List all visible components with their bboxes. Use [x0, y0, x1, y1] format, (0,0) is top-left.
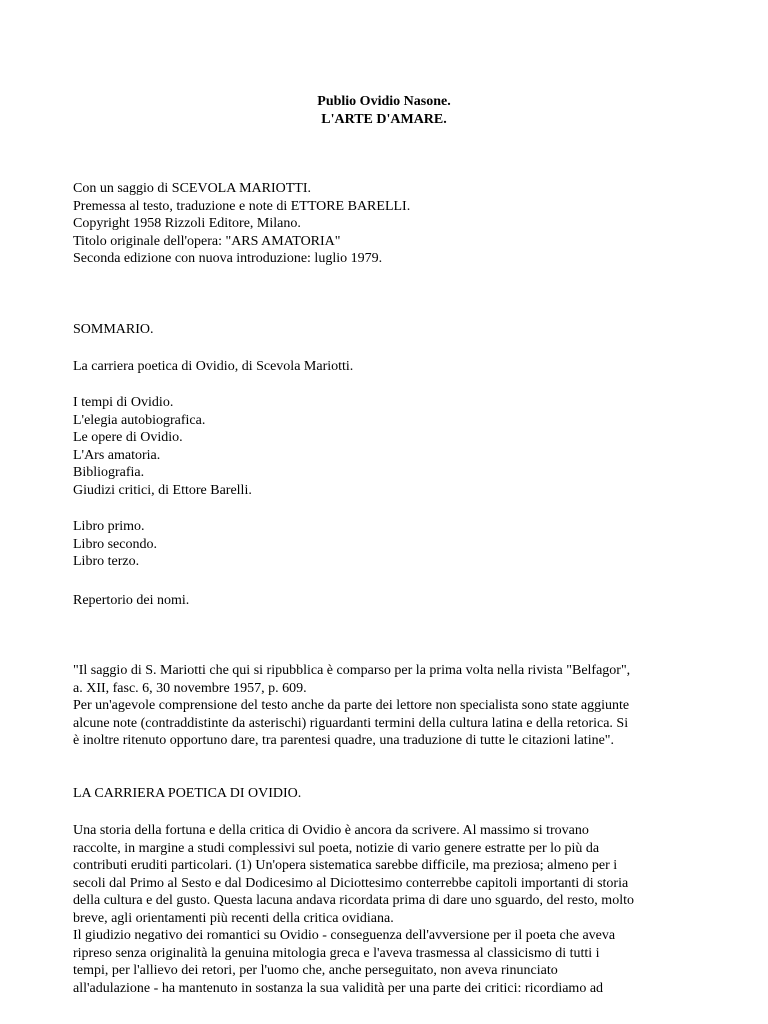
text-line: Per un'agevole comprensione del testo anche da parte dei lettore non specialista sono state aggiunte	[73, 698, 630, 713]
list-item: Libro primo.	[73, 519, 145, 534]
text-line: contributi eruditi particolari. (1) Un'opera sistematica sarebbe difficile, ma preziosa; almeno per i	[73, 858, 618, 873]
editorial-note	[73, 662, 703, 750]
names-index: Repertorio dei nomi.	[73, 593, 190, 608]
text-line: Il giudizio negativo dei romantici su Ovidio - conseguenza dell'avversione per il poeta che aveva	[73, 928, 616, 943]
list-item: Libro secondo.	[73, 536, 157, 552]
essay-sections-list	[73, 394, 703, 499]
list-item: Libro terzo.	[73, 554, 140, 569]
text-line: raccolte, in margine a studi complessivi sul poeta, notizie di vario genere estratte per lo più da	[73, 840, 600, 856]
text-line: della cultura e del gusto. Questa lacuna andava ricordata prima di dare uno sguardo, del resto, molto	[73, 893, 634, 908]
text-line: alcune note (contraddistinte da asterischi) riguardanti termini della cultura latina e della retorica. Si	[73, 715, 629, 731]
chapter-heading: LA CARRIERA POETICA DI OVIDIO.	[73, 786, 302, 801]
credits-block	[73, 180, 703, 268]
credit-line: Seconda edizione con nuova introduzione: luglio 1979.	[73, 251, 383, 266]
text-line: all'adulazione - ha mantenuto in sostanza la sua validità per una parte dei critici: ricordiamo ad	[73, 980, 604, 996]
text-line: secoli dal Primo al Sesto e dal Dodicesimo al Diciottesimo conterrebbe capitoli importanti di storia	[73, 875, 629, 891]
summary-essay: La carriera poetica di Ovidio, di Scevola Mariotti.	[73, 359, 354, 374]
document-title-block	[0, 93, 768, 129]
list-item: L'Ars amatoria.	[73, 447, 161, 463]
text-line: breve, agli orientamenti più recenti della critica ovidiana.	[73, 910, 394, 926]
list-item: I tempi di Ovidio.	[73, 395, 174, 410]
credit-line: Con un saggio di SCEVOLA MARIOTTI.	[73, 181, 311, 196]
credit-line: Titolo originale dell'opera: "ARS AMATORIA"	[73, 233, 341, 249]
text-line: a. XII, fasc. 6, 30 novembre 1957, p. 609.	[73, 680, 307, 696]
credit-line: Copyright 1958 Rizzoli Editore, Milano.	[73, 216, 301, 231]
author-name: Publio Ovidio Nasone.	[317, 94, 451, 109]
list-item: Giudizi critici, di Ettore Barelli.	[73, 482, 252, 498]
text-line: tempi, per l'allievo dei retori, per l'uomo che, anche perseguitato, non aveva rinunciato	[73, 963, 558, 978]
text-line: "Il saggio di S. Mariotti che qui si ripubblica è comparso per la prima volta nella rivista "Belfagor",	[73, 663, 631, 678]
books-list	[73, 518, 703, 571]
text-line: è inoltre ritenuto opportuno dare, tra parentesi quadre, una traduzione di tutte le citazioni latine".	[73, 733, 615, 748]
list-item: Le opere di Ovidio.	[73, 430, 183, 445]
text-line: Una storia della fortuna e della critica di Ovidio è ancora da scrivere. Al massimo si trovano	[73, 823, 589, 838]
list-item: Bibliografia.	[73, 465, 145, 480]
list-item: L'elegia autobiografica.	[73, 412, 206, 428]
chapter-body	[73, 822, 703, 997]
summary-heading: SOMMARIO.	[73, 322, 154, 337]
work-title: L'ARTE D'AMARE.	[321, 112, 447, 127]
credit-line: Premessa al testo, traduzione e note di ETTORE BARELLI.	[73, 198, 411, 214]
text-line: ripreso senza originalità la genuina mitologia greca e l'aveva trasmessa al classicismo di tutti i	[73, 945, 600, 961]
